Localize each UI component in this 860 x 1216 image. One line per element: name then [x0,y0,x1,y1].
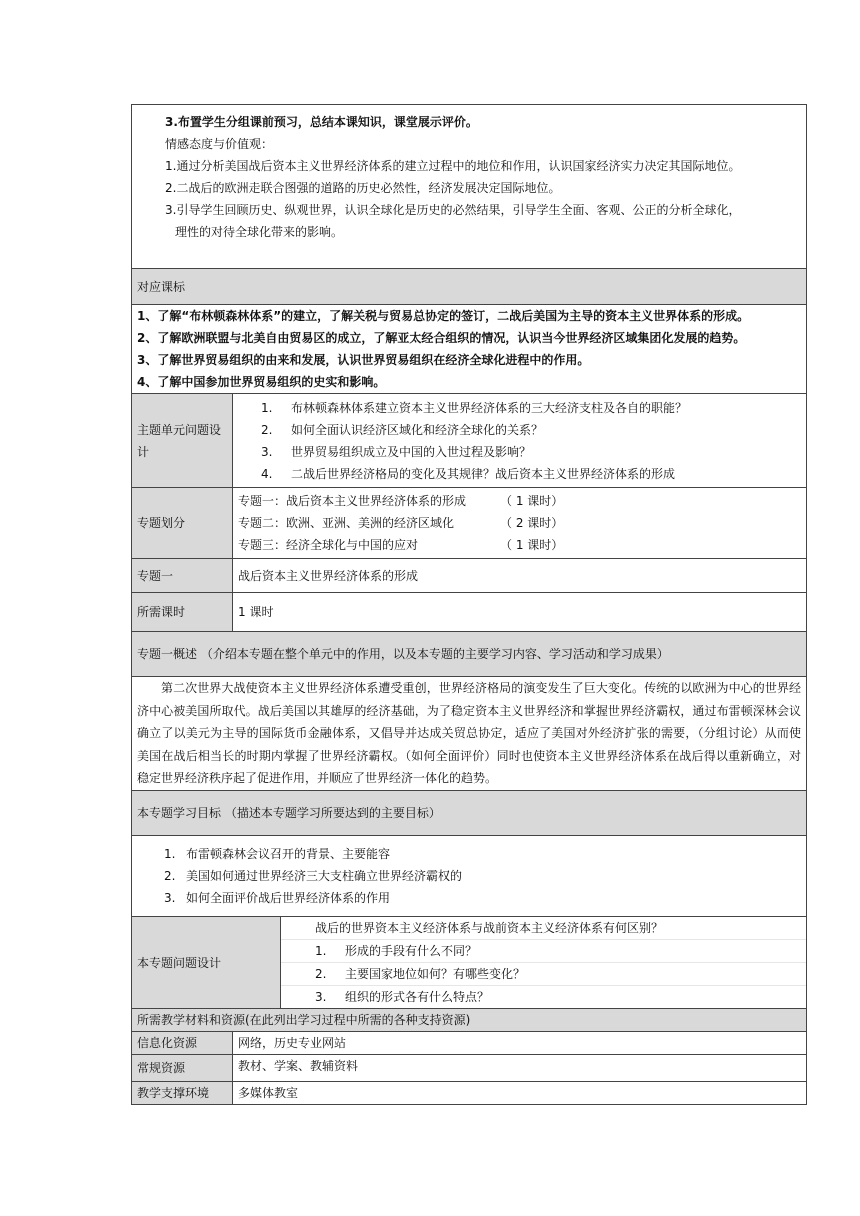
unit-question-item: 1. 布林顿森林体系建立资本主义世界经济体系的三大经济支柱及各自的职能？ [261,400,688,415]
intro-line: 理性的对待全球化带来的影响。 [175,225,344,239]
topic-division-item: 专题一：战后资本主义世界经济体系的形成 （ 1 课时） [238,494,564,508]
unit-questions-label: 主题单元问题设计 [132,394,233,488]
intro-line: 情感态度与价值观： [165,137,274,151]
goal-item: 2. 美国如何通过世界经济三大支柱确立世界经济霸权的 [164,869,463,883]
topic-division-item: 专题三：经济全球化与中国的应对 （ 1 课时） [238,538,564,552]
hours-value: 1 课时 [233,593,807,632]
resource-value: 教材、学案、教辅资料 [233,1055,807,1082]
intro-line: 1.通过分析美国战后资本主义世界经济体系的建立过程中的地位和作用，认识国家经济实力决定其国际地位。 [165,159,741,173]
unit-question-item: 2. 如何全面认识经济区域化和经济全球化的关系？ [261,422,544,437]
overview-heading: 专题一概述 （介绍本专题在整个单元中的作用，以及本专题的主要学习内容、学习活动和学习成果） [132,632,807,677]
topic-question-item: 2. 主要国家地位如何？有哪些变化？ [281,963,806,986]
topic-question-item: 1. 形成的手段有什么不同？ [281,940,806,963]
resource-value: 网络，历史专业网站 [233,1032,807,1055]
goals-list [132,836,807,917]
curriculum-items [132,305,807,394]
topic-division-item: 专题二：欧洲、亚洲、美洲的经济区域化 （ 2 课时） [238,516,564,530]
lesson-plan-document [131,104,806,1105]
curriculum-item: 3、了解世界贸易组织的由来和发展，认识世界贸易组织在经济全球化进程中的作用。 [137,353,590,367]
intro-line: 2.二战后的欧洲走联合图强的道路的历史必然性，经济发展决定国际地位。 [165,181,561,195]
overview-text: 第二次世界大战使资本主义世界经济体系遭受重创，世界经济格局的演变发生了巨大变化。传统的以欧洲为中心的世界经济中心被美国所取代。战后美国以其雄厚的经济基础，为了稳定资本主义世界经济和掌握世界经济霸权，通过布雷顿深林会议确立了以美元为主导的国际货币金融体系，又倡导并达成关贸总协定，适应了美国对外经济扩张的需要，（分组讨论）从而使美国在战后相当长的时期内掌握了世界经济霸权。（如何全面评价）同时也使资本主义世界经济体系在战后得以重新确立，对稳定世界经济秩序起了促进作用，并顺应了世界经济一体化的趋势。 [132,677,807,791]
lesson-plan-table [131,104,807,1105]
topic-question-item: 3. 组织的形式各有什么特点？ [315,990,490,1004]
intro-cell [132,105,807,269]
curriculum-item: 1、了解“布林顿森林体系”的建立，了解关税与贸易总协定的签订，二战后美国为主导的资本主义世界体系的形成。 [137,309,750,323]
resource-label: 教学支撑环境 [132,1082,233,1105]
intro-line: 3.布置学生分组课前预习，总结本课知识，课堂展示评价。 [165,115,478,129]
topic-questions-label: 本专题问题设计 [132,917,281,1009]
curriculum-item: 4、了解中国参加世界贸易组织的史实和影响。 [137,375,386,389]
goals-heading: 本专题学习目标 （描述本专题学习所要达到的主要目标） [132,791,807,836]
intro-line: 3.引导学生回顾历史、纵观世界，认识全球化是历史的必然结果，引导学生全面、客观、公正的分析全球化， [165,203,741,217]
topic-division-label: 专题划分 [132,488,233,559]
topic-question-main: 战后的世界资本主义经济体系与战前资本主义经济体系有何区别？ [281,917,806,940]
resources-heading: 所需教学材料和资源(在此列出学习过程中所需的各种支持资源) [132,1009,807,1032]
unit-question-item: 4. 二战后世界经济格局的变化及其规律？战后资本主义世界经济体系的形成 [261,466,676,481]
unit-questions-list [233,394,807,488]
intro-row [132,105,807,269]
resource-value: 多媒体教室 [233,1082,807,1105]
topic-questions-list [281,917,807,1009]
resource-label: 常规资源 [132,1055,233,1082]
curriculum-heading: 对应课标 [132,269,807,305]
topic-division-list [233,488,807,559]
goal-item: 3. 如何全面评价战后世界经济体系的作用 [164,891,391,905]
topic-one-label: 专题一 [132,559,233,593]
topic-one-value: 战后资本主义世界经济体系的形成 [233,559,807,593]
hours-label: 所需课时 [132,593,233,632]
goal-item: 1. 布雷顿森林会议召开的背景、主要能容 [164,847,391,861]
curriculum-item: 2、了解欧洲联盟与北美自由贸易区的成立，了解亚太经合组织的情况，认识当今世界经济区域集团化发展的趋势。 [137,331,746,345]
unit-question-item: 3. 世界贸易组织成立及中国的入世过程及影响？ [261,444,532,459]
resource-label: 信息化资源 [132,1032,233,1055]
